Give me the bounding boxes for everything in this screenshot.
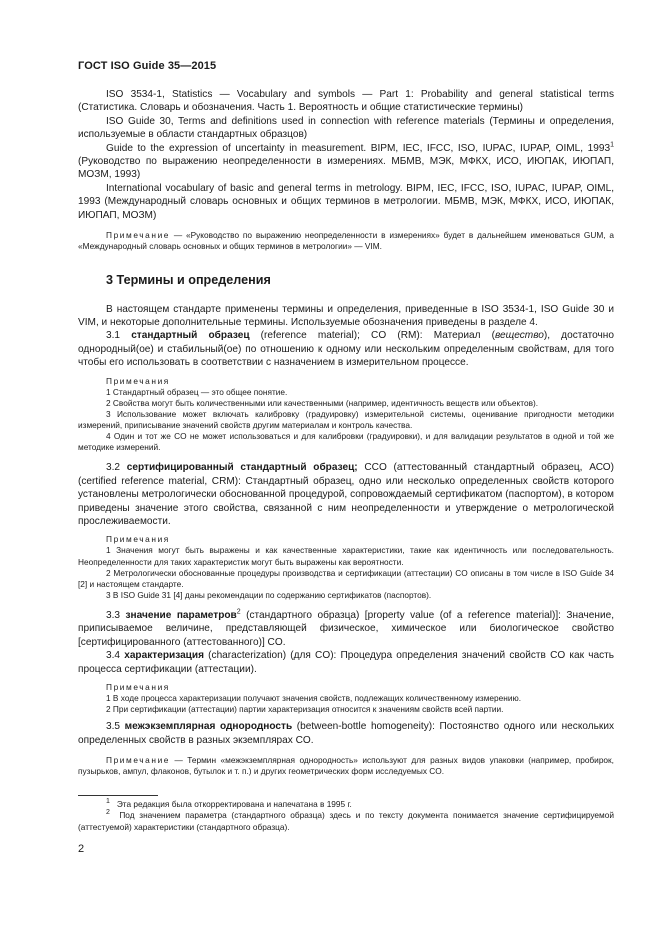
- notes-label: Примечания: [106, 681, 170, 692]
- notes-3-1: [78, 376, 614, 454]
- note-item: 4 Один и тот же CO не может использоваться и для калибровки (градуировки), и для валидации результатов в одной и той же методике измерений.: [78, 431, 614, 453]
- page-number: 2: [78, 843, 85, 855]
- section-title: 3 Термины и определения: [106, 273, 271, 288]
- reference-gum: Guide to the expression of uncertainty in measurement. BIPM, IEC, IFCC, ISO, IUPAC, IUPAP, OIML, 1993$^1$ (Руководство по выражению неопределенности в измерениях. МБМВ, МЭК, МФКХ, ИСО, ИЮПАК, ИЮПАП, МОЗМ, 1993): [78, 141, 614, 181]
- note-item: 3 В ISO Guide 31 [4] даны рекомендации по содержанию сертификатов (паспортов).: [106, 589, 432, 600]
- term-3-1: 3.1 стандартный образец (reference material); CO (RM): Материал (вещество), достаточно однородный(ое) и стабильный(ое) по отношению к одному или нескольким определенным свойствам, для того чтобы его использовать в соответствии с назначением в измерительном процессе.: [78, 330, 614, 369]
- term-name: межэкземплярная однородность: [124, 721, 293, 733]
- note-item: 1 В ходе процесса характеризации получают значения свойств, подлежащих количественному измерению.: [106, 693, 522, 704]
- footnote-ref-1: 1: [610, 141, 614, 149]
- notes-3-2: [78, 534, 614, 601]
- reference-iso-3534: ISO 3534-1, Statistics — Vocabulary and symbols — Part 1: Probability and general statistical terms (Статистика. Словарь и обозначения. Часть 1. Вероятность и общие статистические термины): [78, 89, 614, 114]
- term-3-4: 3.4 характеризация (characterization) (для CO): Процедура определения значений свойств CO как часть процесса сертификации (аттестации).: [78, 650, 615, 675]
- notes-label: Примечания: [106, 375, 170, 386]
- notes-3-4: [78, 682, 614, 715]
- term-name: характеризация: [124, 650, 204, 662]
- note-label: Примечание: [106, 755, 171, 766]
- term-name: стандартный образец: [131, 330, 250, 342]
- note-item: 2 Свойства могут быть количественными или качественными (например, идентичность веществ или объектов).: [106, 397, 539, 408]
- note-3-5: Примечание — Термин «межэкземплярная однородность» используют для разных видов упаковки (например, пробирок, пузырьков, ампул, флаконов, бутылок и т. п.) и других геометрических форм исследуемых CO.: [78, 755, 614, 777]
- document-body: [78, 88, 614, 777]
- footnote-divider: [78, 795, 158, 796]
- footnote-ref-2: 2: [236, 608, 241, 616]
- term-3-3: 3.3 значение параметров$^2$ (стандартного образца) [property value (of a reference material)]: Значение, приписываемое величине, представляющей физическое, химическое или биологическое свойство [сертифицированного (аттестованного)] CO.: [78, 608, 615, 648]
- note-item: 1 Значения могут быть выражены и как качественные характеристики, такие как идентичность или последовательность. Неопределенности для таких характеристик могут быть выражены как вероятности.: [78, 545, 614, 567]
- term-name: сертифицированный стандартный образец;: [126, 462, 358, 474]
- intro-note: Примечание — «Руководство по выражению неопределенности в измерениях» будет в дальнейшем именоваться GUM, а «Международный словарь основных и общих терминов в метрологии» — VIM.: [78, 230, 614, 252]
- section-intro: В настоящем стандарте применены термины и определения, приведенные в ISO 3534-1, ISO Guide 30 и VIM, и некоторые дополнительные термины. Используемые обозначения приведены в разделе 4.: [78, 303, 614, 329]
- document-header: ГОСТ ISO Guide 35—2015: [78, 60, 217, 72]
- note-item: 2 При сертификации (аттестации) партии характеризация относится к значениям свойств всей партии.: [106, 704, 504, 715]
- reference-iso-guide-30: ISO Guide 30, Terms and definitions used in connection with reference materials (Термины и определения, используемые в области стандартных образцов): [78, 115, 614, 141]
- term-3-2: 3.2 сертифицированный стандартный образец; CCO (аттестованный стандартный образец, АСО) (certified reference material, CRM): Стандартный образец, одно или несколько определенных свойств которого установлены метрологически обоснованной процедурой, сопровождаемый сертификатом (паспортом), в котором приведены значение этого свойства, связанной с ним неопределенности и утверждение о метрологической прослеживаемости.: [78, 462, 614, 527]
- note-item: 2 Метрологически обоснованные процедуры производства и сертификации (аттестации) CO описаны в том числе в ISO Guide 34 [2] и настоящем стандарте.: [78, 567, 614, 589]
- footnote-1: $^1$ Эта редакция была откорректирована и напечатана в 1995 г.: [106, 798, 352, 809]
- notes-label: Примечания: [106, 534, 170, 545]
- term-3-5: 3.5 межэкземплярная однородность (between-bottle homogeneity): Постоянство одного или нескольких определенных свойств в разных экземплярах CO.: [78, 721, 615, 746]
- footnote-2: $^2$ Под значением параметра (стандартного образца) здесь и по тексту документа понимается значение сертифицируемой (аттестуемой) характеристики (стандартного образца).: [78, 809, 614, 832]
- note-item: 1 Стандартный образец — это общее понятие.: [106, 386, 288, 397]
- note-item: 3 Использование может включать калибровку (градуировку) измерительной системы, оценивание пригодности методики измерений, приписывание значений свойств другим материалам и контроль качества.: [78, 408, 614, 431]
- reference-vim: International vocabulary of basic and general terms in metrology. BIPM, IEC, IFCC, ISO, IUPAC, IUPAP, OIML, 1993 (Международный словарь основных и общих терминов в метрологии. МБМВ, МЭК, МФКХ, ИСО, ИЮПАК, ИЮПАП, МОЗМ): [78, 182, 614, 221]
- footnotes: [78, 795, 614, 833]
- note-label: Примечание: [106, 230, 171, 241]
- term-name: значение параметров: [125, 609, 237, 621]
